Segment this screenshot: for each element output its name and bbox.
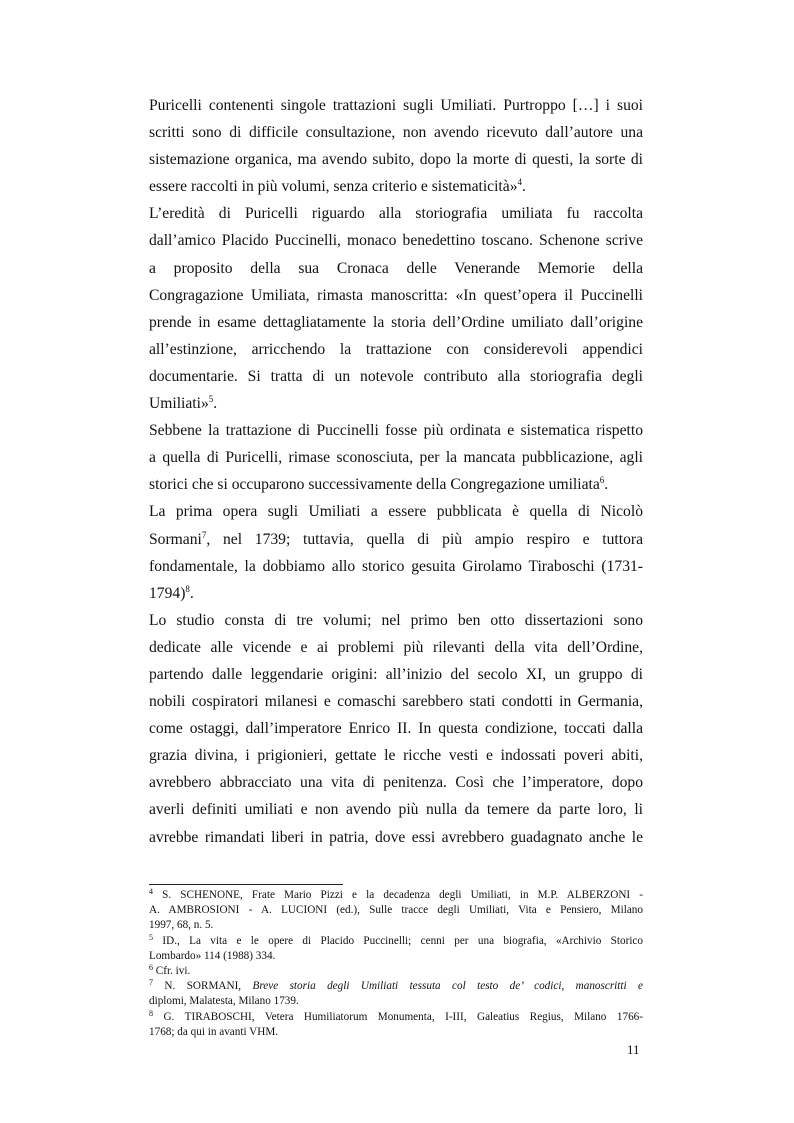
footnote-8-line: $^8$ G. TIRABOSCHI, Vetera Humiliatorum Monumenta, I-III, Galeatius Regius, Milano 1766- (149, 1008, 643, 1023)
body-line: dall’amico Placido Puccinelli, monaco benedettino toscano. Schenone scrive (149, 232, 643, 250)
footnote-ref: 5 (208, 394, 214, 405)
body-line: scritti sono di difficile consultazione, non avendo ricevuto dall’autore una (149, 124, 643, 142)
footnote-6-line: $^6$ Cfr. ivi. (149, 962, 191, 977)
body-line: Congragazione Umiliata, rimasta manoscritta: «In quest’opera il Puccinelli (149, 286, 643, 304)
body-line: documentarie. Si tratta di un notevole contributo alla storiografia degli (149, 367, 643, 385)
footnote-7-line: diplomi, Malatesta, Milano 1739. (149, 995, 299, 1008)
body-line: a proposito della sua Cronaca delle Venerande Memorie della (149, 259, 643, 277)
footnote-5-line: Lombardo» 114 (1988) 334. (149, 949, 276, 962)
footnote-8-line: 1768; da qui in avanti VHM. (149, 1025, 279, 1038)
body-line: nobili cospiratori milanesi e comaschi sarebbero stati condotti in Germania, (149, 693, 643, 711)
body-text (149, 92, 643, 851)
body-line: Lo studio consta di tre volumi; nel primo ben otto dissertazioni sono (149, 611, 643, 629)
body-line: partendo dalle leggendarie origini: all’inizio del secolo XI, un gruppo di (149, 665, 643, 683)
body-line: Umiliati»$^5$. (149, 394, 218, 413)
body-line: La prima opera sugli Umiliati a essere pubblicata è quella di Nicolò (149, 503, 643, 521)
footnote-ref: 7 (201, 529, 207, 540)
body-line: dedicate alle vicende e ai problemi più rilevanti della vita dell’Ordine, (149, 638, 643, 656)
body-line: all’estinzione, arricchendo la trattazione con considerevoli appendici (149, 340, 643, 358)
body-line: prende in esame dettagliatamente la storia dell’Ordine umiliato dall’origine (149, 313, 643, 331)
body-line: a quella di Puricelli, rimase sconosciuta, per la mancata pubblicazione, agli (149, 449, 643, 467)
body-line: averli definiti umiliati e non avendo più nulla da temere da parte loro, li (149, 801, 643, 819)
body-line: avrebbero abbracciato una vita di penitenza. Così che l’imperatore, dopo (149, 774, 643, 792)
body-line: avrebbe rimandati liberi in patria, dove essi avrebbero guadagnato anche le (149, 828, 643, 846)
footnote-4-line: A. AMBROSIONI - A. LUCIONI (ed.), Sulle tracce degli Umiliati, Vita e Pensiero, Milano (149, 904, 643, 917)
body-line: Sormani$^7$, nel 1739; tuttavia, quella di più ampio respiro e tuttora (149, 529, 643, 548)
body-line: fondamentale, la dobbiamo allo storico gesuita Girolamo Tiraboschi (1731- (149, 557, 643, 575)
body-line: Puricelli contenenti singole trattazioni sugli Umiliati. Purtroppo […] i suoi (149, 97, 643, 114)
footnote-4-line: 1997, 68, n. 5. (149, 919, 214, 932)
footnotes (149, 888, 643, 1040)
body-line: sistemazione organica, ma avendo subito, dopo la morte di questi, la sorte di (149, 151, 643, 169)
body-line: come ostaggi, dall’imperatore Enrico II. In questa condizione, toccati dalla (149, 720, 643, 738)
footnote-separator (149, 884, 343, 885)
footnote-7-line: $^7$ N. SORMANI, Breve storia degli Umiliati tessuta col testo de’ codici, manoscritti e (149, 978, 643, 993)
footnote-5-line: $^5$ ID., La vita e le opere di Placido Puccinelli; cenni per una biografia, «Archivio Storico (149, 932, 643, 947)
footnote-ref: 6 (599, 475, 605, 486)
footnote-ref: 8 (185, 583, 190, 594)
body-line: Sebbene la trattazione di Puccinelli fosse più ordinata e sistematica rispetto (149, 422, 643, 440)
body-line: grazia divina, i prigionieri, gettate le ricche vesti e indossati poveri abiti, (149, 747, 643, 765)
footnote-4-line: $^4$ S. SCHENONE, Frate Mario Pizzi e la decadenza degli Umiliati, in M.P. ALBERZONI - (149, 887, 643, 901)
body-line: essere raccolti in più volumi, senza criterio e sistematicità»$^4$. (149, 177, 526, 196)
body-line: 1794)$^8$. (149, 583, 194, 602)
body-line: L’eredità di Puricelli riguardo alla storiografia umiliata fu raccolta (149, 205, 643, 223)
body-line: storici che si occuparono successivamente della Congregazione umiliata$^6$. (149, 475, 609, 494)
page-number: 11 (627, 1042, 640, 1057)
footnote-ref: 4 (517, 177, 522, 188)
